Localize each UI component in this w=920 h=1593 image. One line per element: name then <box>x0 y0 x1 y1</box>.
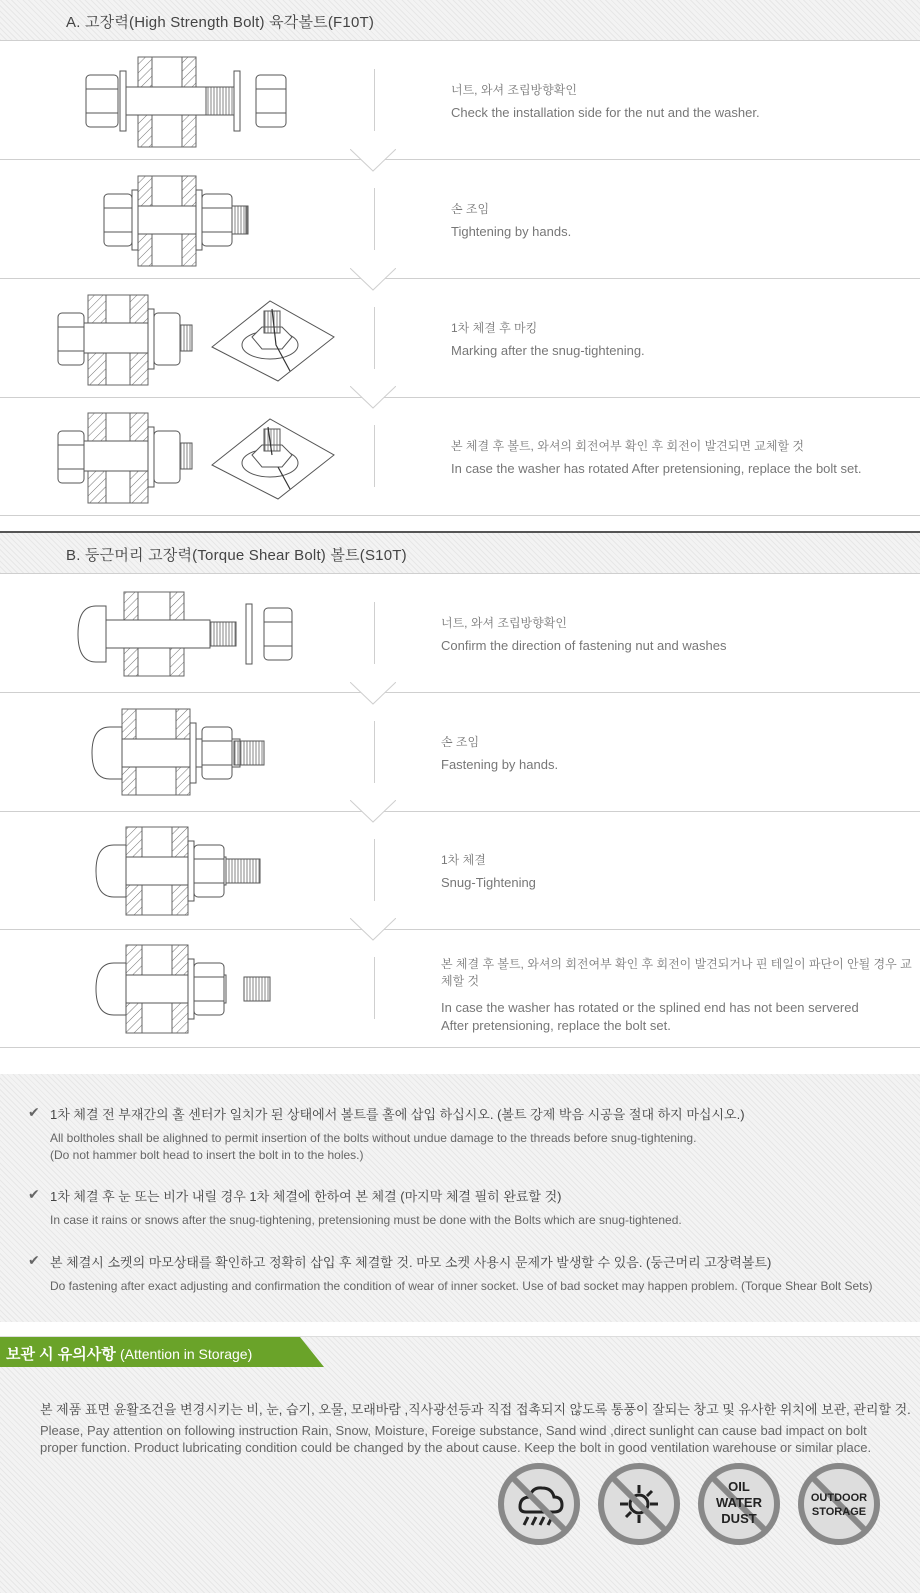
note-ko: 본 체결시 소켓의 마모상태를 확인하고 정확히 삽입 후 체결할 것. 마모 소켓 사용시 문제가 발생할 수 있음. (둥근머리 고장력볼트) <box>50 1255 772 1270</box>
step-row <box>0 160 920 279</box>
step-en-2: After pretensioning, replace the bolt set. <box>441 1018 671 1033</box>
bolt-marking-diagram <box>0 279 370 397</box>
no-sunlight-icon <box>598 1463 680 1545</box>
torque-bolt-hand-tight-diagram <box>0 693 370 811</box>
step-en: Fastening by hands. <box>441 757 559 772</box>
torque-bolt-pretension-diagram <box>0 929 370 1047</box>
note-ko: 1차 체결 후 눈 또는 비가 내릴 경우 1차 체결에 한하여 본 체결 (마지막 체결 필히 완료할 것) <box>50 1189 562 1204</box>
outdoor-label: OUTDOOR <box>810 1492 868 1504</box>
notes-panel <box>0 1074 920 1322</box>
torque-bolt-separated-diagram <box>0 574 370 692</box>
divider <box>374 69 375 131</box>
check-icon: ✔ <box>28 1104 40 1120</box>
step-row <box>0 693 920 812</box>
step-row <box>0 397 920 516</box>
step-row <box>0 929 920 1048</box>
bolt-rotation-check-diagram <box>0 397 370 515</box>
no-outdoor-storage-icon <box>798 1463 880 1545</box>
step-ko: 너트, 와셔 조립방향확인 <box>451 83 577 97</box>
step-en: Snug-Tightening <box>441 875 536 890</box>
step-ko: 손 조임 <box>451 202 490 216</box>
step-text <box>441 614 726 655</box>
note-en: All boltholes shall be alighned to permit insertion of the bolts without undue damage to the threads before snug-tightening. <box>50 1131 697 1145</box>
note-item <box>28 1252 872 1295</box>
step-en: Marking after the snug-tightening. <box>451 343 645 358</box>
storage-title-badge <box>0 1337 324 1367</box>
section-a-title: A. 고장력(High Strength Bolt) 육각볼트(F10T) <box>66 14 375 31</box>
storage-label: STORAGE <box>811 1506 867 1518</box>
bolt-hand-tight-diagram <box>0 160 370 278</box>
note-en: Do fastening after exact adjusting and confirmation the condition of wear of inner socket. Use of bad socket may happen problem. (Torque Shear Bolt Sets) <box>50 1279 873 1293</box>
bolt-separated-diagram <box>0 41 370 159</box>
step-en: Check the installation side for the nut and the washer. <box>451 105 760 120</box>
check-icon: ✔ <box>28 1186 40 1202</box>
step-ko: 1차 체결 후 마킹 <box>451 321 538 335</box>
step-row <box>0 811 920 930</box>
step-text <box>441 733 558 774</box>
divider <box>374 602 375 664</box>
check-icon: ✔ <box>28 1252 40 1268</box>
step-text <box>441 955 920 1035</box>
step-text <box>451 319 645 360</box>
storage-text-en: Please, Pay attention on following instruction Rain, Snow, Moisture, Foreige substance, Sand wind ,direct sunlight can cause bad impact on bolt proper function. Product lubricating condition could be changed by the about cause. Keep the bolt in good ventilation warehouse or similar place. <box>40 1423 872 1455</box>
divider <box>374 957 375 1019</box>
step-ko: 본 체결 후 볼트, 와셔의 회전여부 확인 후 회전이 발견되면 교체할 것 <box>451 439 804 453</box>
step-text <box>451 81 760 122</box>
storage-panel <box>0 1336 920 1593</box>
no-rain-icon <box>498 1463 580 1545</box>
divider <box>374 839 375 901</box>
note-item <box>28 1186 682 1229</box>
dust-label: DUST <box>721 1511 757 1526</box>
storage-text-ko: 본 제품 표면 윤활조건을 변경시키는 비, 눈, 습기, 오물, 모래바람 ,직사광선등과 직접 접촉되지 않도록 통풍이 잘되는 창고 및 유사한 위치에 보관, 관리할 것. <box>40 1402 911 1417</box>
note-en: In case it rains or snows after the snug-tightening, pretensioning must be done with the Bolts which are snug-tightened. <box>50 1213 682 1227</box>
step-row <box>0 574 920 693</box>
step-row <box>0 279 920 398</box>
oil-label: OIL <box>728 1479 750 1494</box>
step-ko: 1차 체결 <box>441 853 486 867</box>
note-en-2: (Do not hammer bolt head to insert the bolt in to the holes.) <box>50 1148 364 1162</box>
step-ko: 본 체결 후 볼트, 와셔의 회전여부 확인 후 회전이 발견되거나 핀 테일이 파단이 안될 경우 교체할 것 <box>441 957 912 988</box>
divider <box>374 307 375 369</box>
section-a-header <box>0 0 920 41</box>
divider <box>374 425 375 487</box>
water-label: WATER <box>716 1495 762 1510</box>
divider <box>374 188 375 250</box>
step-text <box>451 200 571 241</box>
step-en: In case the washer has rotated After pretensioning, replace the bolt set. <box>451 461 862 476</box>
section-b-header <box>0 533 920 574</box>
note-item <box>28 1104 745 1164</box>
section-b-title: B. 둥근머리 고장력(Torque Shear Bolt) 볼트(S10T) <box>66 547 407 564</box>
step-en: Tightening by hands. <box>451 224 572 239</box>
torque-bolt-snug-diagram <box>0 811 370 929</box>
step-en: Confirm the direction of fastening nut and washes <box>441 638 727 653</box>
storage-title: 보관 시 유의사항 (Attention in Storage) <box>6 1346 253 1363</box>
divider <box>374 721 375 783</box>
step-ko: 너트, 와셔 조립방향확인 <box>441 616 567 630</box>
no-oil-water-dust-icon <box>698 1463 780 1545</box>
step-text <box>451 437 861 478</box>
step-en: In case the washer has rotated or the splined end has not been servered <box>441 1000 859 1015</box>
step-text <box>441 851 536 892</box>
note-ko: 1차 체결 전 부재간의 홀 센터가 일치가 된 상태에서 볼트를 홀에 삽입 하십시오. (볼트 강제 박음 시공을 절대 하지 마십시오.) <box>50 1107 745 1122</box>
step-ko: 손 조임 <box>441 735 480 749</box>
step-row <box>0 41 920 160</box>
